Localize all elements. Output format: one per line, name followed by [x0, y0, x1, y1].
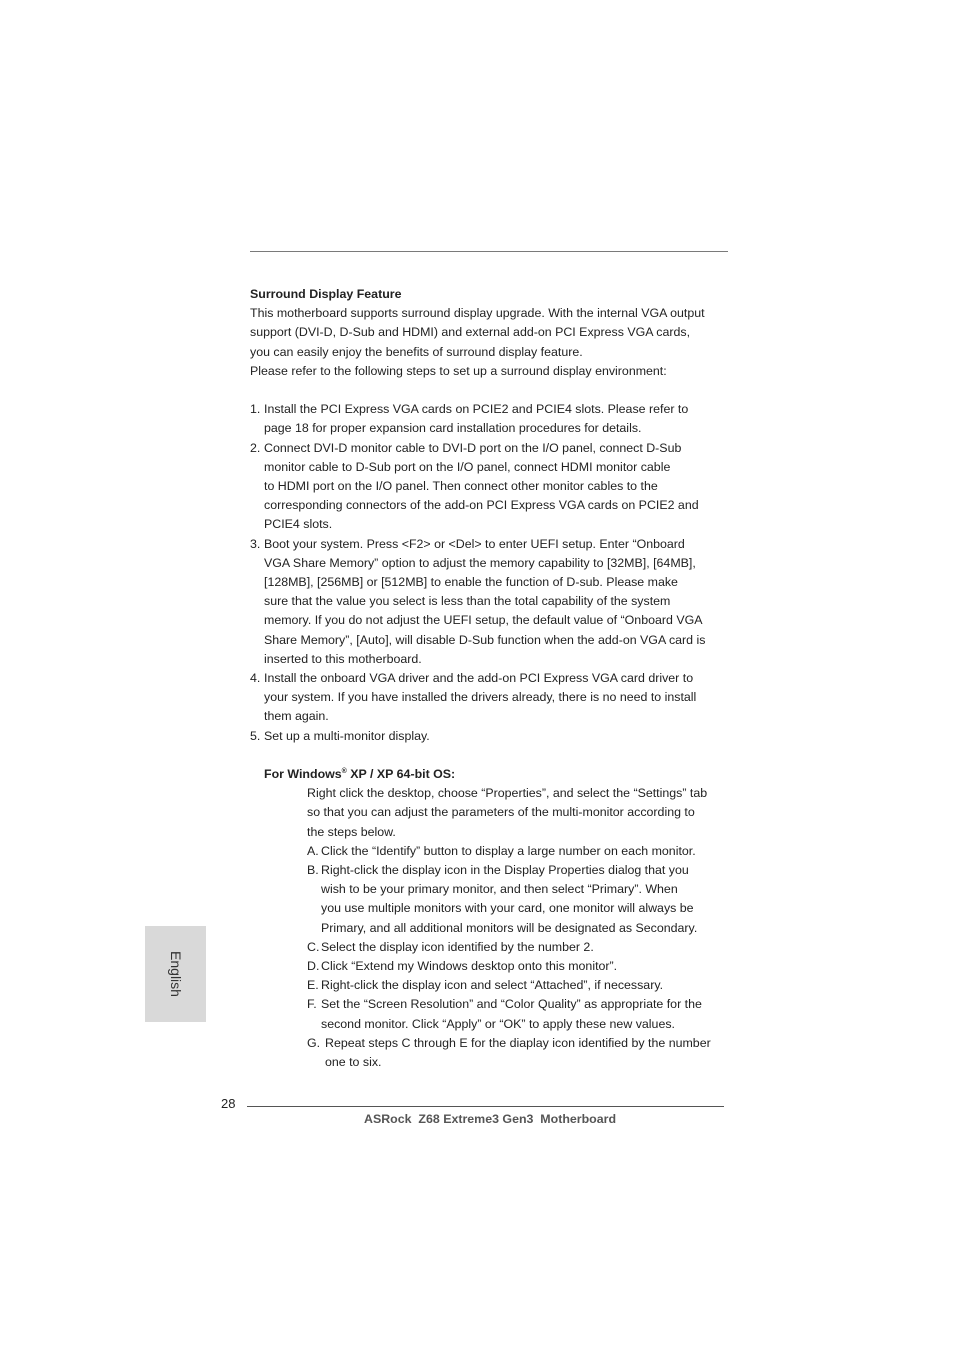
substep-g — [250, 1034, 728, 1072]
step-line: Connect DVI-D monitor cable to DVI-D port on the I/O panel, connect D-Sub — [264, 440, 682, 455]
step-line: inserted to this motherboard. — [264, 651, 422, 666]
step-line: page 18 for proper expansion card installation procedures for details. — [264, 421, 642, 436]
substep-letter: E. — [307, 978, 319, 993]
windows-intro-line: so that you can adjust the parameters of the multi-monitor according to — [307, 805, 695, 820]
step-line: monitor cable to D-Sub port on the I/O panel, connect HDMI monitor cable — [264, 459, 671, 474]
step-3 — [250, 535, 728, 669]
step-number: 1. — [250, 402, 261, 417]
language-label: English — [167, 951, 184, 997]
step-line: your system. If you have installed the drivers already, there is no need to install — [264, 690, 697, 705]
registered-mark: ® — [341, 768, 347, 776]
step-2 — [250, 439, 728, 535]
step-line: VGA Share Memory” option to adjust the memory capability to [32MB], [64MB], — [264, 555, 696, 570]
substep-line: Click “Extend my Windows desktop onto this monitor”. — [321, 959, 618, 974]
substep-d — [250, 957, 728, 976]
windows-intro-line: Right click the desktop, choose “Properties”, and select the “Settings” tab — [307, 786, 708, 801]
step-line: to HDMI port on the I/O panel. Then connect other monitor cables to the — [264, 479, 658, 494]
page-content — [250, 285, 728, 1072]
header-rule — [250, 251, 728, 252]
substep-letter: G. — [307, 1035, 321, 1050]
substep-c — [250, 938, 728, 957]
step-line: Boot your system. Press <F2> or <Del> to enter UEFI setup. Enter “Onboard — [264, 536, 685, 551]
step-line: [128MB], [256MB] or [512MB] to enable the function of D-sub. Please make — [264, 575, 678, 590]
intro-line: This motherboard supports surround display upgrade. With the internal VGA output — [250, 306, 705, 321]
step-line: memory. If you do not adjust the UEFI setup, the default value of “Onboard VGA — [264, 613, 703, 628]
step-line: Install the onboard VGA driver and the add-on PCI Express VGA card driver to — [264, 671, 694, 686]
substep-line: Primary, and all additional monitors will be designated as Secondary. — [321, 920, 698, 935]
windows-heading — [250, 765, 728, 784]
substep-line: wish to be your primary monitor, and then select “Primary”. When — [321, 882, 678, 897]
intro-line: Please refer to the following steps to set up a surround display environment: — [250, 363, 667, 378]
step-line: Set up a multi-monitor display. — [264, 728, 430, 743]
substep-line: second monitor. Click “Apply” or “OK” to apply these new values. — [321, 1016, 675, 1031]
windows-heading-suffix: XP / XP 64-bit OS: — [346, 767, 456, 782]
step-line: Share Memory”, [Auto], will disable D-Sub function when the add-on VGA card is — [264, 632, 706, 647]
page-number: 28 — [221, 1096, 236, 1111]
language-tab — [145, 926, 206, 1022]
substep-line: one to six. — [325, 1055, 382, 1070]
step-number: 5. — [250, 728, 261, 743]
windows-intro — [250, 784, 728, 842]
intro-line: support (DVI-D, D-Sub and HDMI) and external add-on PCI Express VGA cards, — [250, 325, 691, 340]
step-4 — [250, 669, 728, 727]
substep-line: Select the display icon identified by the number 2. — [321, 939, 594, 954]
substep-line: Click the “Identify” button to display a large number on each monitor. — [321, 843, 696, 858]
step-number: 2. — [250, 440, 261, 455]
substep-line: Right-click the display icon and select “Attached”, if necessary. — [321, 978, 664, 993]
spacer — [250, 746, 728, 765]
windows-intro-line: the steps below. — [307, 824, 396, 839]
step-line: corresponding connectors of the add-on PCI Express VGA cards on PCIE2 and — [264, 498, 699, 513]
substep-line: Right-click the display icon in the Display Properties dialog that you — [321, 863, 689, 878]
intro-line: you can easily enjoy the benefits of surround display feature. — [250, 344, 583, 359]
spacer — [250, 381, 728, 400]
footer-rule — [247, 1106, 724, 1107]
section-heading: Surround Display Feature — [250, 287, 402, 301]
step-line: sure that the value you select is less than the total capability of the system — [264, 594, 671, 609]
step-1 — [250, 400, 728, 438]
substep-letter: C. — [307, 939, 320, 954]
substep-b — [250, 861, 728, 938]
step-line: PCIE4 slots. — [264, 517, 333, 532]
footer-product-name: ASRock Z68 Extreme3 Gen3 Motherboard — [364, 1112, 617, 1126]
windows-heading-prefix: For Windows — [264, 767, 342, 782]
substep-f — [250, 995, 728, 1033]
step-line: them again. — [264, 709, 329, 724]
substep-letter: A. — [307, 843, 319, 858]
substep-line: you use multiple monitors with your card, one monitor will always be — [321, 901, 694, 916]
substep-letter: B. — [307, 863, 319, 878]
substep-line: Set the “Screen Resolution” and “Color Quality” as appropriate for the — [321, 997, 702, 1012]
step-line: Install the PCI Express VGA cards on PCIE2 and PCIE4 slots. Please refer to — [264, 402, 689, 417]
substep-a — [250, 842, 728, 861]
substep-line: Repeat steps C through E for the diaplay icon identified by the number — [325, 1035, 711, 1050]
step-number: 3. — [250, 536, 261, 551]
step-number: 4. — [250, 671, 261, 686]
substep-e — [250, 976, 728, 995]
substep-letter: D. — [307, 959, 320, 974]
substep-letter: F. — [307, 997, 317, 1012]
step-5 — [250, 727, 728, 746]
